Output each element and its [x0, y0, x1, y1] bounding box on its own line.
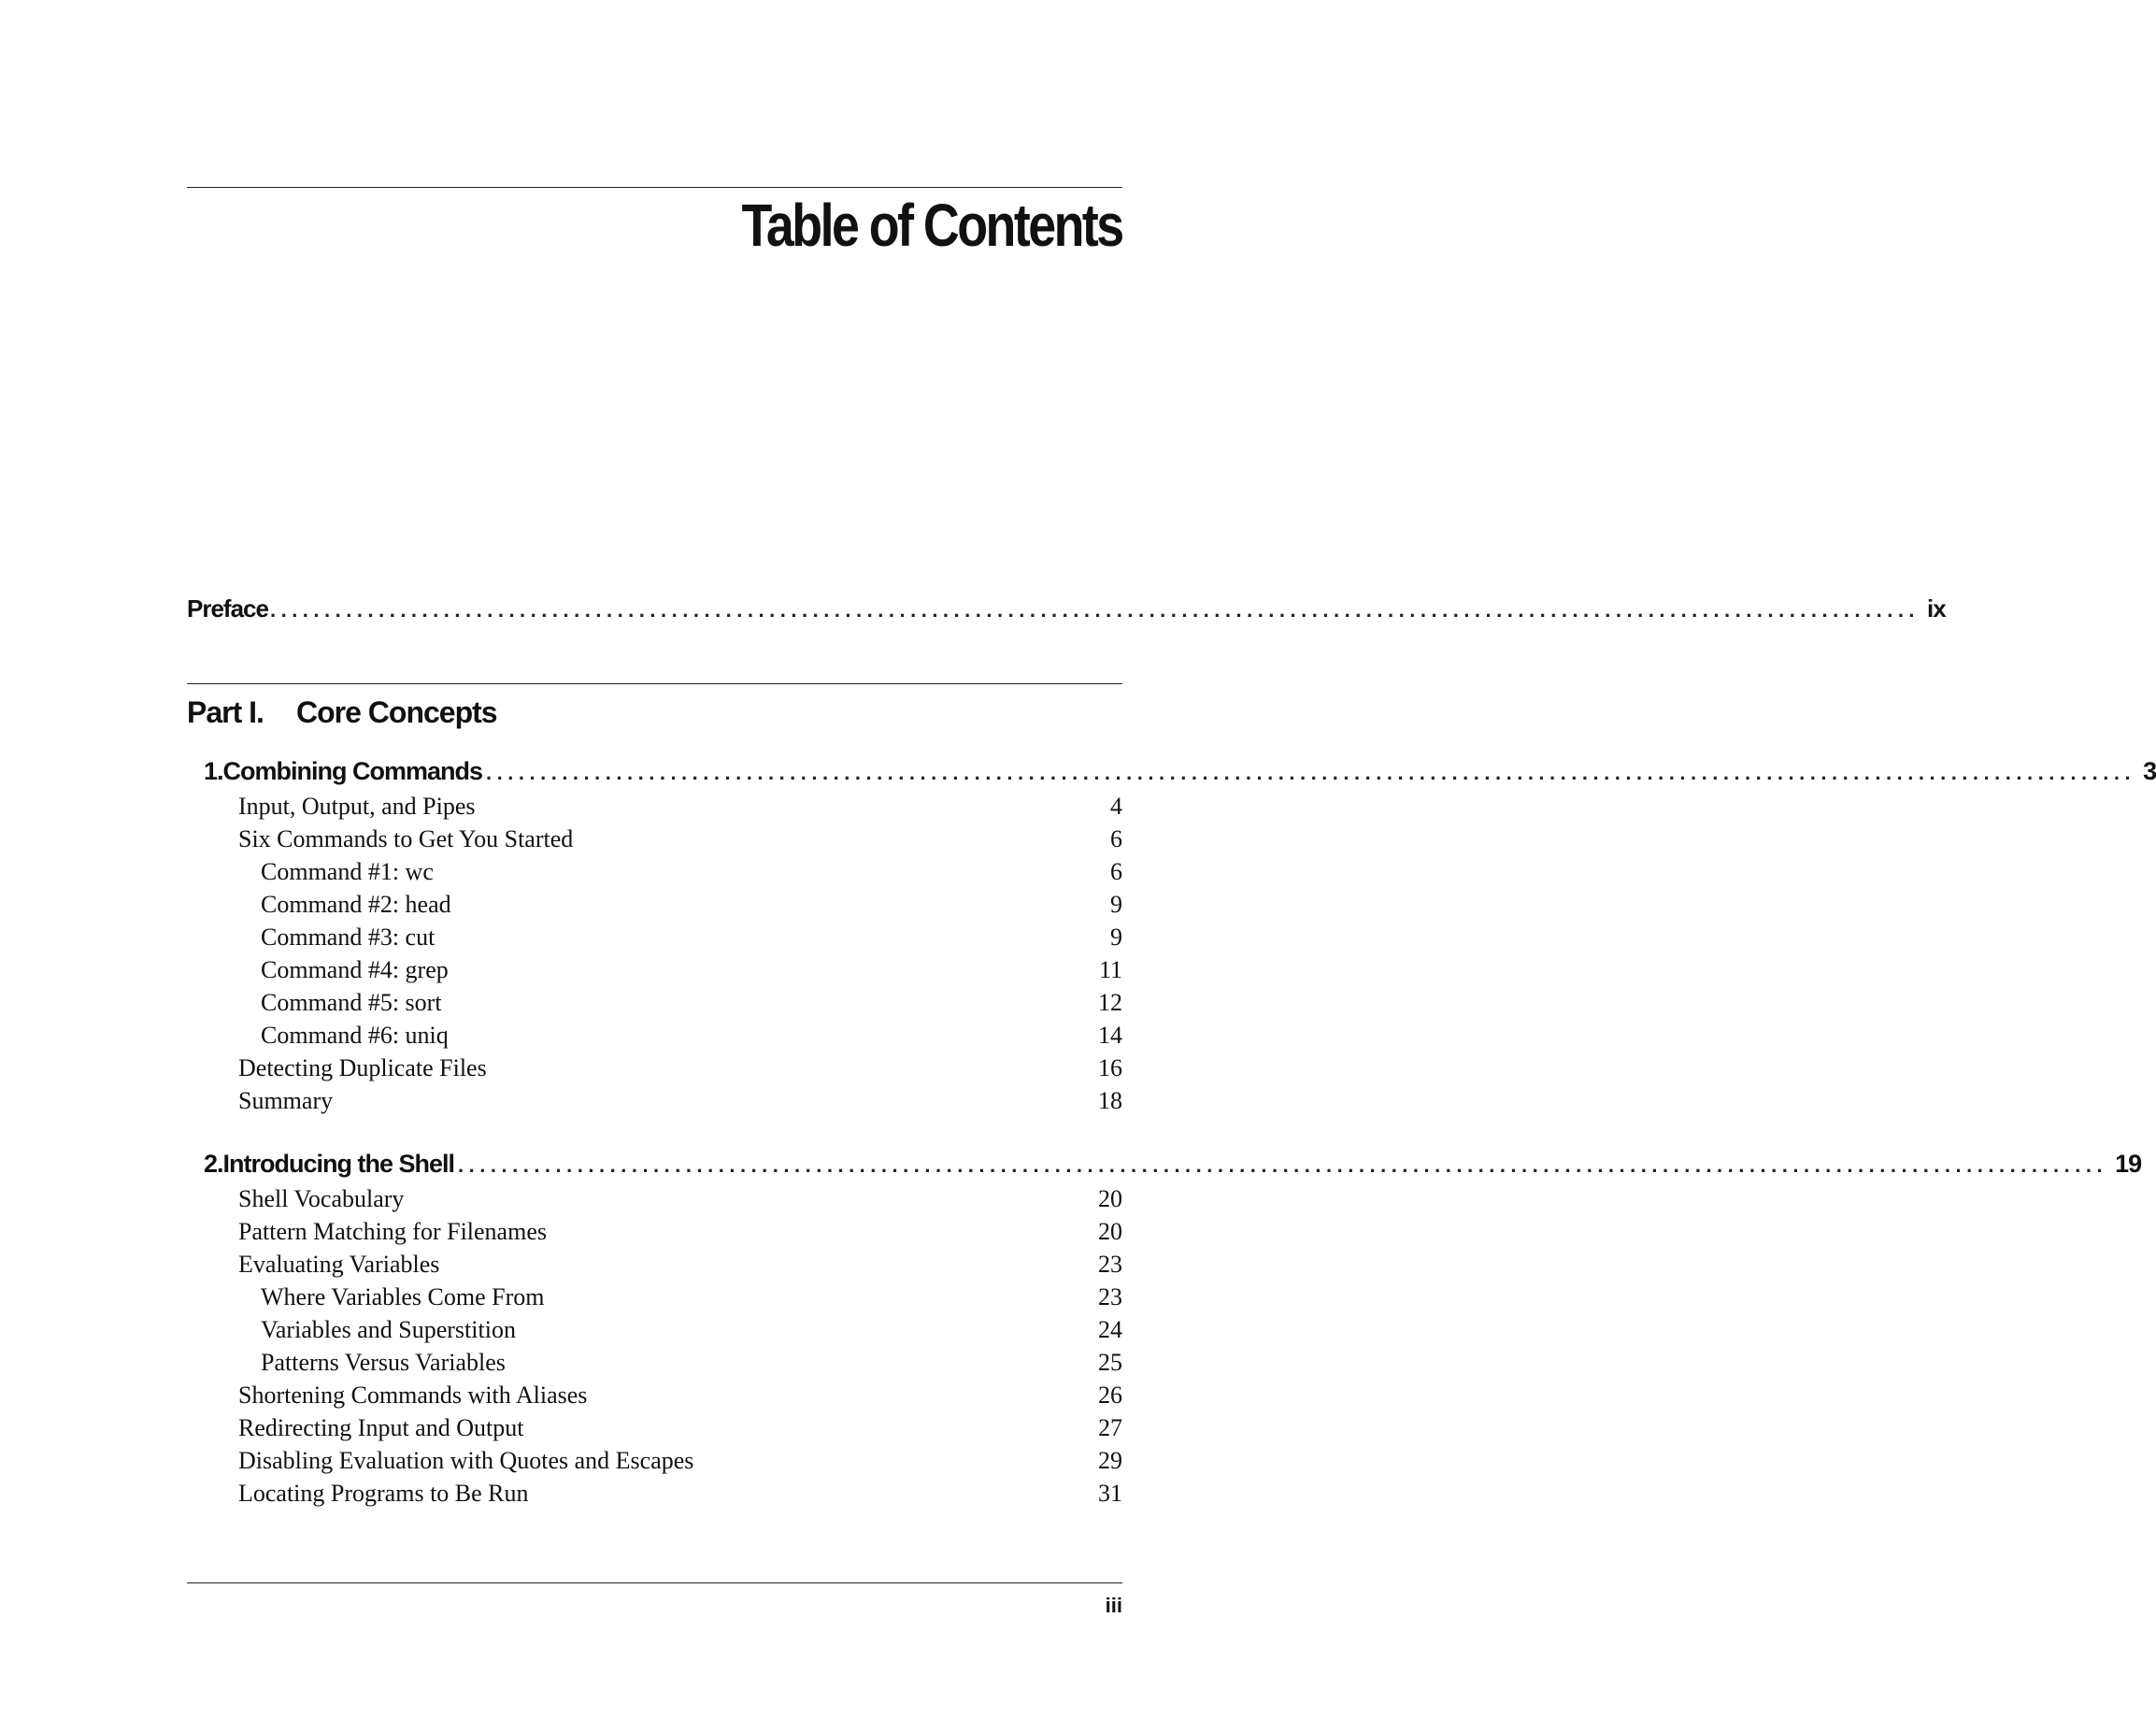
chapter-page: 19 — [2115, 1150, 2142, 1178]
section-page: 26 — [1098, 1382, 1122, 1409]
section-page: 9 — [1110, 923, 1122, 951]
preface-page: ix — [1927, 594, 1946, 623]
section-title: Disabling Evaluation with Quotes and Escapes — [238, 1447, 694, 1474]
page-title: Table of Contents — [741, 192, 1122, 259]
chapter-title: Introducing the Shell — [222, 1150, 455, 1178]
dot-leader: ........................................................................................................................................................ — [269, 598, 1920, 622]
section-title: Command #1: wc — [261, 858, 434, 885]
dot-leader: ........................................................................................................................................................ — [458, 1153, 2108, 1177]
section-page: 6 — [1110, 858, 1122, 885]
toc-section-entry[interactable] — [238, 1447, 1122, 1479]
toc-subsection-entry[interactable] — [261, 1349, 1122, 1381]
section-title: Six Commands to Get You Started — [238, 825, 574, 852]
section-title: Shell Vocabulary — [238, 1185, 405, 1212]
section-page: 23 — [1098, 1251, 1122, 1278]
toc-subsection-entry[interactable] — [261, 1316, 1122, 1348]
section-title: Summary — [238, 1087, 334, 1114]
section-page: 29 — [1098, 1447, 1122, 1474]
section-page: 23 — [1098, 1283, 1122, 1310]
toc-section-entry[interactable] — [238, 1251, 1122, 1282]
toc-chapter-entry[interactable] — [204, 757, 2156, 791]
toc-section-entry[interactable] — [238, 825, 1122, 857]
section-page: 11 — [1098, 956, 1122, 983]
toc-chapter-entry[interactable] — [204, 1150, 2142, 1183]
toc-section-entry[interactable] — [238, 1414, 1122, 1446]
section-title: Command #2: head — [261, 891, 451, 918]
toc-subsection-entry[interactable] — [261, 1283, 1122, 1315]
section-title: Variables and Superstition — [261, 1316, 516, 1343]
section-title: Locating Programs to Be Run — [238, 1480, 529, 1507]
section-title: Where Variables Come From — [261, 1283, 545, 1310]
toc-subsection-entry[interactable] — [261, 956, 1122, 988]
part-heading — [187, 695, 497, 730]
section-page: 4 — [1110, 793, 1122, 820]
toc-section-entry[interactable] — [238, 1087, 1122, 1119]
chapter-number: 1. — [204, 757, 223, 785]
preface-label: Preface — [187, 594, 268, 623]
toc-subsection-entry[interactable] — [261, 989, 1122, 1021]
section-page: 24 — [1098, 1316, 1122, 1343]
toc-section-entry[interactable] — [238, 1382, 1122, 1413]
section-title: Detecting Duplicate Files — [238, 1054, 487, 1081]
toc-subsection-entry[interactable] — [261, 1022, 1122, 1053]
section-page: 12 — [1098, 989, 1122, 1016]
chapter-page: 3 — [2143, 757, 2156, 785]
section-title: Patterns Versus Variables — [261, 1349, 506, 1376]
toc-preface-entry[interactable] — [187, 594, 1946, 628]
toc-section-entry[interactable] — [238, 1218, 1122, 1250]
section-page: 6 — [1110, 825, 1122, 852]
chapter-number: 2. — [204, 1150, 223, 1178]
section-title: Input, Output, and Pipes — [238, 793, 476, 820]
section-title: Redirecting Input and Output — [238, 1414, 524, 1441]
section-page: 20 — [1098, 1218, 1122, 1245]
toc-subsection-entry[interactable] — [261, 858, 1122, 890]
toc-section-entry[interactable] — [238, 1480, 1122, 1511]
section-title: Pattern Matching for Filenames — [238, 1218, 547, 1245]
section-page: 14 — [1098, 1022, 1122, 1049]
page-folio: iii — [1105, 1594, 1122, 1617]
section-page: 25 — [1098, 1349, 1122, 1376]
section-page: 18 — [1098, 1087, 1122, 1114]
section-title: Command #3: cut — [261, 923, 435, 951]
section-page: 31 — [1098, 1480, 1122, 1507]
section-page: 9 — [1110, 891, 1122, 918]
toc-subsection-entry[interactable] — [261, 923, 1122, 955]
part-rule — [187, 683, 1122, 684]
section-page: 16 — [1098, 1054, 1122, 1081]
section-title: Command #6: uniq — [261, 1022, 449, 1049]
section-page: 27 — [1098, 1414, 1122, 1441]
section-title: Shortening Commands with Aliases — [238, 1382, 588, 1409]
section-title: Evaluating Variables — [238, 1251, 440, 1278]
section-title: Command #5: sort — [261, 989, 442, 1016]
section-title: Command #4: grep — [261, 956, 449, 983]
toc-section-entry[interactable] — [238, 1054, 1122, 1086]
toc-section-entry[interactable] — [238, 793, 1122, 824]
part-number: Part I. — [187, 695, 264, 729]
dot-leader: ........................................................................................................................................................ — [486, 761, 2136, 784]
section-page: 20 — [1098, 1185, 1122, 1212]
part-title: Core Concepts — [296, 695, 497, 729]
footer-rule — [187, 1582, 1122, 1583]
toc-subsection-entry[interactable] — [261, 891, 1122, 923]
toc-section-entry[interactable] — [238, 1185, 1122, 1217]
chapter-title: Combining Commands — [222, 757, 483, 785]
